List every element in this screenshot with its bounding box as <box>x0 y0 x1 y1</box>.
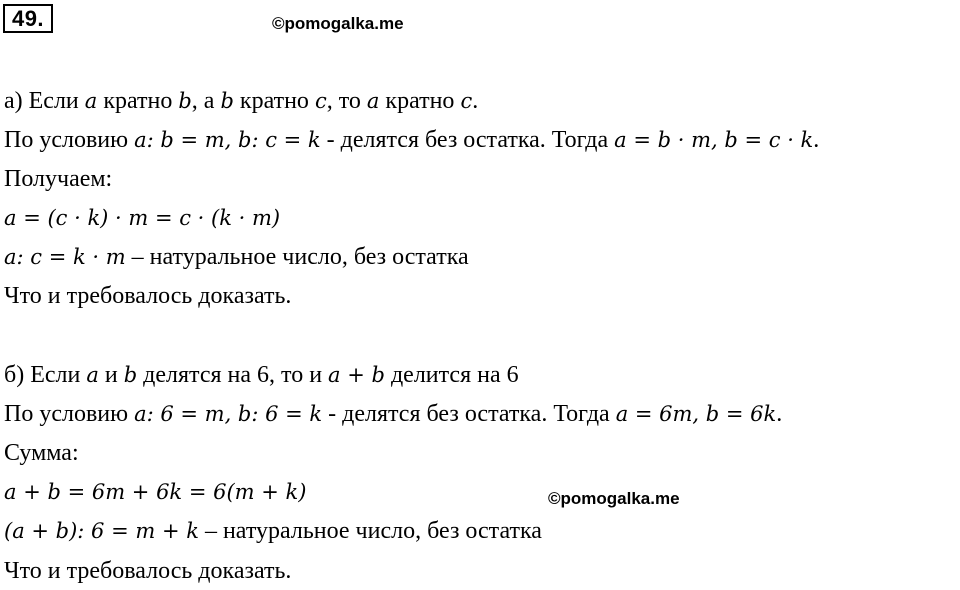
formula: a = (c · k) · m = c · (k · m) <box>4 206 281 230</box>
text: б) Если <box>4 362 87 388</box>
text: , то <box>326 88 367 114</box>
part-a-conclusion <box>4 242 469 272</box>
var: b <box>220 89 234 113</box>
watermark-bottom: ©pomogalka.me <box>548 489 680 508</box>
var: c <box>460 89 473 113</box>
text: кратно <box>97 88 179 114</box>
part-b-formula <box>4 477 306 507</box>
text: и <box>98 362 124 388</box>
watermark-top: ©pomogalka.me <box>272 14 404 33</box>
text: делится на 6 <box>384 362 519 388</box>
part-a-condition <box>4 125 819 155</box>
part-b-condition <box>4 399 782 429</box>
text: кратно <box>233 88 315 114</box>
part-b-qed: Что и требовалось доказать. <box>4 558 292 584</box>
formula: a + b <box>328 363 385 387</box>
text: делятся на 6, то и <box>137 362 329 388</box>
text: . <box>472 88 479 114</box>
formula: a + b = 6m + 6k = 6(m + k) <box>4 480 307 504</box>
text: - делятся без остатка. Тогда <box>322 401 616 427</box>
var: b <box>123 363 138 387</box>
var: b <box>178 89 192 113</box>
part-a-result-label: Получаем: <box>4 166 113 192</box>
problem-number-box: 49. <box>3 4 53 33</box>
part-b-statement <box>4 360 519 390</box>
part-b-conclusion <box>4 516 542 546</box>
text: – натуральное число, без остатка <box>125 244 469 270</box>
formula: a = b · m, b = c · k <box>614 128 814 152</box>
text: По условию <box>4 401 135 427</box>
part-b-sum-label: Сумма: <box>4 440 79 466</box>
formula: a: b = m, b: c = k <box>134 128 321 152</box>
var: a <box>84 89 98 113</box>
var: c <box>314 89 327 113</box>
formula: a: c = k · m <box>4 245 126 269</box>
text: – натуральное число, без остатка <box>198 518 542 544</box>
var: a <box>86 363 99 387</box>
part-a-qed: Что и требовалось доказать. <box>4 283 292 309</box>
text: . <box>776 401 783 427</box>
text: . <box>813 127 820 153</box>
part-a-formula <box>4 203 280 233</box>
text: - делятся без остатка. Тогда <box>320 127 615 153</box>
text: кратно <box>379 88 461 114</box>
formula: a = 6m, b = 6k <box>615 402 777 426</box>
part-a-statement <box>4 86 478 116</box>
formula: a: 6 = m, b: 6 = k <box>134 402 323 426</box>
var: a <box>366 89 380 113</box>
text: , а <box>191 88 221 114</box>
formula: (a + b): 6 = m + k <box>4 519 199 543</box>
text: По условию <box>4 127 135 153</box>
text: а) Если <box>4 88 85 114</box>
